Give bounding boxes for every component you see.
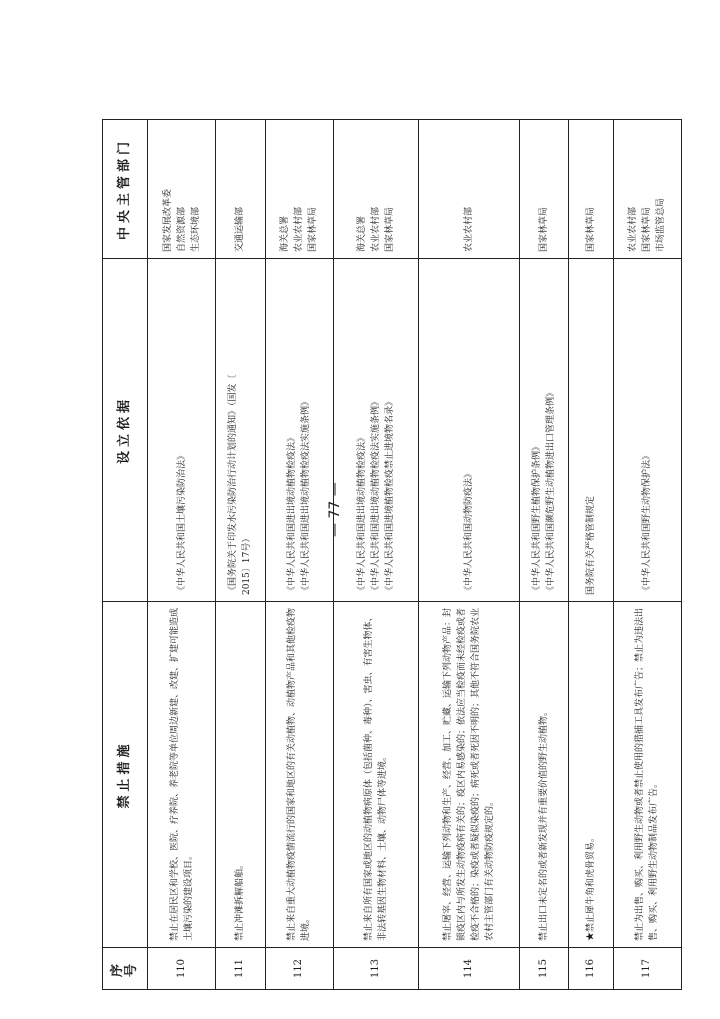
authority-line: 生态环境部 bbox=[190, 206, 201, 252]
authority-line: 自然资源部 bbox=[176, 206, 187, 252]
legal-basis-line: 《中华人民共和国濒危野生动植物进出口管理条例》 bbox=[545, 387, 556, 595]
authority-line: 交通运输部 bbox=[235, 206, 246, 252]
header-central-authority: 中央主管部门 bbox=[103, 120, 148, 259]
authority-line: 海关总署 bbox=[356, 215, 367, 252]
authority-cell bbox=[265, 120, 333, 259]
authority-line: 国家林草局 bbox=[308, 206, 319, 252]
authority-line: 农业农村部 bbox=[628, 206, 639, 252]
legal-basis-line: 《中华人民共和国土壤污染防治法》 bbox=[176, 450, 187, 595]
legal-basis-line: 《中华人民共和国进出境动植物检疫法》 bbox=[287, 432, 298, 595]
table-row bbox=[333, 120, 418, 990]
legal-basis-line: 《中华人民共和国进境植物检疫禁止进境物名录》 bbox=[384, 396, 395, 595]
header-legal-basis: 设立依据 bbox=[103, 259, 148, 602]
row-number: 115 bbox=[519, 948, 568, 990]
authority-line: 国家林草局 bbox=[585, 206, 596, 252]
authority-line: 国家林草局 bbox=[538, 206, 549, 252]
table-header-row bbox=[103, 120, 148, 990]
prohibition-text: 禁止为出售、购买、利用野生动物或者禁止使用的猎捕工具发布广告；禁止为违法出售、购买、利用野生动物制品发布广告。 bbox=[613, 602, 681, 948]
legal-basis-line: 国务院有关严格管制规定 bbox=[585, 495, 596, 595]
table-row bbox=[265, 120, 333, 990]
prohibition-text: 禁止冲滩拆解船舶。 bbox=[216, 602, 265, 948]
legal-basis-line: 《国务院关于印发水污染防治行动计划的通知》（国发〔 bbox=[228, 374, 239, 595]
table-row bbox=[216, 120, 265, 990]
authority-line: 农业农村部 bbox=[463, 206, 474, 252]
authority-line: 国家发展改革委 bbox=[162, 188, 173, 252]
row-number: 110 bbox=[148, 948, 216, 990]
prohibition-text: 禁止出口未定名的或者新发现并有重要价值的野生动植物。 bbox=[519, 602, 568, 948]
prohibition-text: 禁止来自重大动植物疫情流行的国家和地区的有关动植物、动植物产品和其他检疫物进境。 bbox=[265, 602, 333, 948]
rotated-table-sheet bbox=[102, 120, 682, 990]
prohibition-text: ★禁止犀牛角和虎骨贸易。 bbox=[569, 602, 614, 948]
authority-line: 农业农村部 bbox=[294, 206, 305, 252]
legal-basis-cell bbox=[265, 259, 333, 602]
table-row bbox=[519, 120, 568, 990]
authority-cell bbox=[418, 120, 519, 259]
authority-line: 海关总署 bbox=[280, 215, 291, 252]
authority-cell bbox=[216, 120, 265, 259]
legal-basis-line: 《中华人民共和国进出境动植物检疫法实施条例》 bbox=[301, 396, 312, 595]
prohibited-measures-table bbox=[102, 119, 682, 990]
authority-cell bbox=[613, 120, 681, 259]
legal-basis-line: 《中华人民共和国野生植物保护条例》 bbox=[531, 441, 542, 595]
legal-basis-cell bbox=[569, 259, 614, 602]
row-number: 113 bbox=[333, 948, 418, 990]
legal-basis-line: 2015〕17号） bbox=[242, 533, 253, 595]
table-row bbox=[418, 120, 519, 990]
table-row bbox=[569, 120, 614, 990]
authority-line: 农业农村部 bbox=[370, 206, 381, 252]
row-number: 116 bbox=[569, 948, 614, 990]
authority-cell bbox=[148, 120, 216, 259]
legal-basis-line: 《中华人民共和国进出境动植物检疫法实施条例》 bbox=[370, 396, 381, 595]
authority-line: 国家林草局 bbox=[642, 206, 653, 252]
authority-line: 国家林草局 bbox=[384, 206, 395, 252]
page-number: — 77 — bbox=[327, 482, 343, 538]
authority-line: 市场监管总局 bbox=[656, 197, 667, 252]
header-prohibition-measure: 禁止措施 bbox=[103, 602, 148, 948]
authority-cell bbox=[333, 120, 418, 259]
row-number: 112 bbox=[265, 948, 333, 990]
legal-basis-line: 《中华人民共和国进出境动植物检疫法》 bbox=[356, 432, 367, 595]
table-row bbox=[613, 120, 681, 990]
legal-basis-line: 《中华人民共和国动物防疫法》 bbox=[463, 468, 474, 595]
legal-basis-cell bbox=[333, 259, 418, 602]
legal-basis-cell bbox=[148, 259, 216, 602]
legal-basis-cell bbox=[216, 259, 265, 602]
prohibition-text: 禁止屠宰、经营、运输下列动物和生产、经营、加工、贮藏、运输下列动物产品：封锁疫区内与所发生动物疫病有关的；疫区内易感染的；依法应当检疫而未经检疫或者检疫不合格的；染疫或者疑似染疫的；病死或者死因不明的；其他不符合国务院农业农村主管部门有关动物防疫规定的。 bbox=[418, 602, 519, 948]
table-row bbox=[148, 120, 216, 990]
authority-cell bbox=[569, 120, 614, 259]
legal-basis-cell bbox=[418, 259, 519, 602]
legal-basis-cell bbox=[519, 259, 568, 602]
prohibition-text: 禁止在居民区和学校、医院、疗养院、养老院等单位周边新建、改建、扩建可能造成土壤污染的建设项目。 bbox=[148, 602, 216, 948]
row-number: 117 bbox=[613, 948, 681, 990]
prohibition-text: 禁止来自所有国家或地区的动植物病原体（包括菌种、毒种）、害虫、有害生物体、非法转基因生物材料、土壤、动物尸体等进境。 bbox=[333, 602, 418, 948]
legal-basis-cell bbox=[613, 259, 681, 602]
row-number: 114 bbox=[418, 948, 519, 990]
row-number: 111 bbox=[216, 948, 265, 990]
authority-cell bbox=[519, 120, 568, 259]
header-serial-number: 序号 bbox=[103, 948, 148, 990]
legal-basis-line: 《中华人民共和国野生动物保护法》 bbox=[642, 450, 653, 595]
